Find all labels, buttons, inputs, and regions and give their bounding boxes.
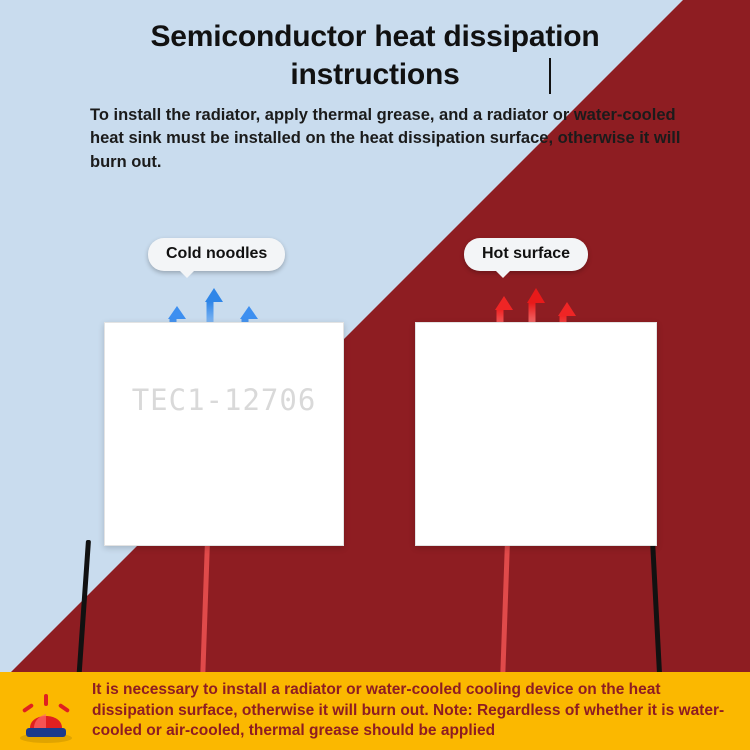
page-subtitle: To install the radiator, apply thermal grease, and a radiator or water-cooled heat sink must be installed on the heat dissipation surface, otherwise it will burn out. bbox=[90, 106, 681, 171]
hot-arrow-head-2 bbox=[527, 288, 545, 303]
module-part-number: TEC1-12706 bbox=[131, 383, 317, 417]
page-title: Semiconductor heat dissipation instructions bbox=[150, 20, 600, 91]
siren-icon bbox=[0, 672, 92, 750]
module-hot-side bbox=[415, 322, 657, 546]
module-cold-side bbox=[104, 322, 344, 546]
cold-arrow-head-1 bbox=[168, 306, 186, 319]
label-hot-side: Hot surface bbox=[464, 238, 588, 271]
cold-arrow-head-3 bbox=[240, 306, 258, 319]
cold-arrow-head-2 bbox=[205, 288, 223, 302]
label-cold-side: Cold noodles bbox=[148, 238, 285, 271]
title-divider bbox=[549, 58, 551, 94]
warning-banner bbox=[0, 672, 750, 750]
hot-arrow-head-3 bbox=[558, 302, 576, 316]
hot-arrow-head-1 bbox=[495, 296, 513, 310]
warning-banner-text: It is necessary to install a radiator or water-cooled cooling device on the heat dissipation surface, otherwise it will burn out. Note: Regardless of whether it is water-cooled or air-cooled, thermal grease should be applied bbox=[92, 681, 725, 740]
